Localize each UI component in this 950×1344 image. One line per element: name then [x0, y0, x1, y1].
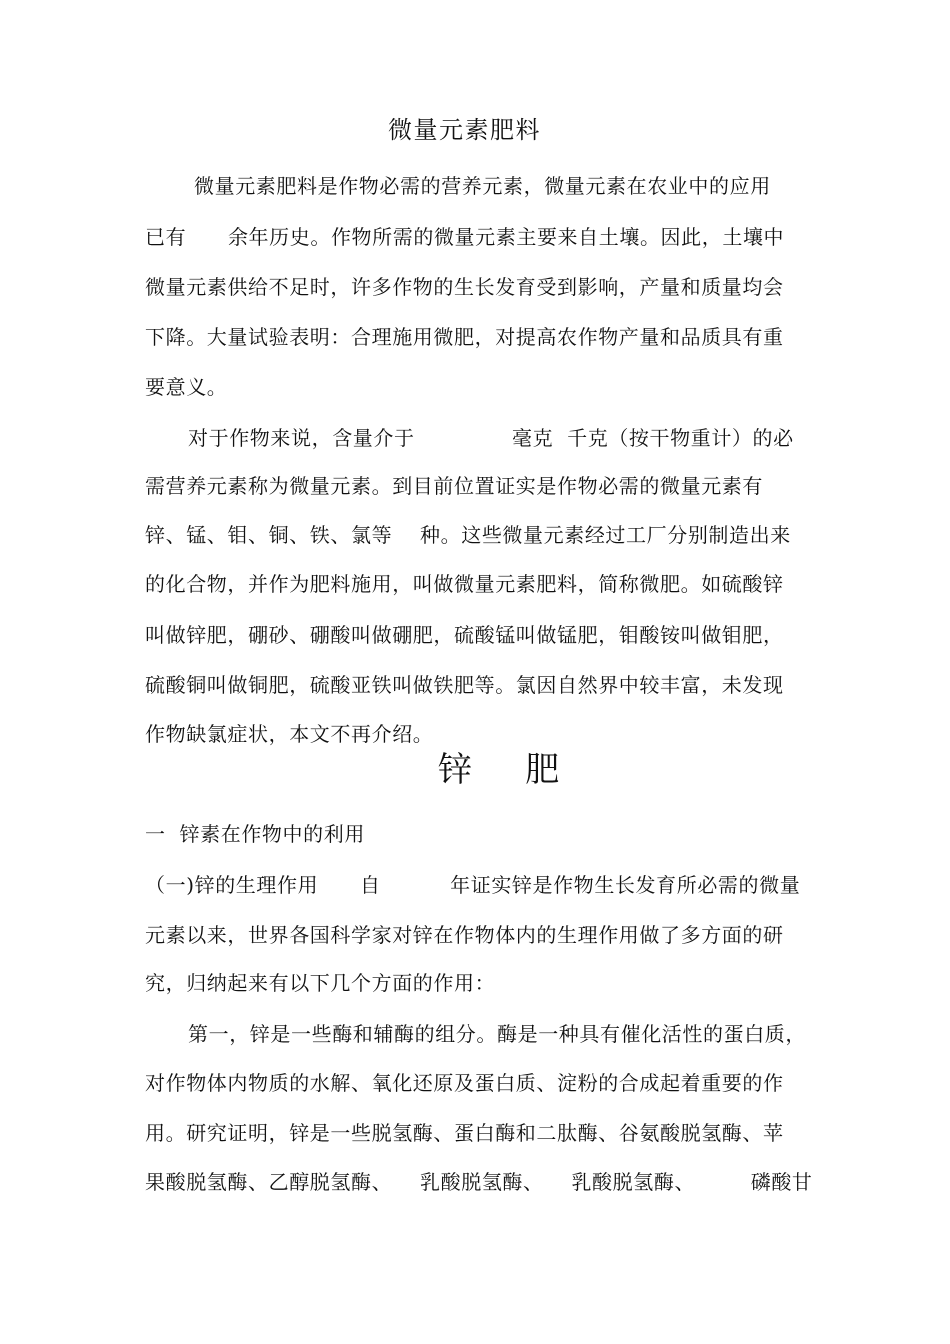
para2-line-5: 叫做锌肥，硼砂、硼酸叫做硼肥，硫酸锰叫做锰肥，钼酸铵叫做钼肥，	[145, 623, 784, 647]
intro-line-5: 要意义。	[145, 375, 228, 399]
para2-line-1: 对于作物来说，含量介于 毫克 千克（按干物重计）的必	[188, 426, 794, 450]
intro-line-2: 已有 余年历史。作物所需的微量元素主要来自土壤。因此，土壤中	[145, 225, 785, 249]
para2-line-7: 作物缺氯症状，本文不再介绍。	[145, 722, 434, 746]
document-title: 微量元素肥料	[388, 116, 541, 144]
para3-line-1: （一)锌的生理作用 自 年证实锌是作物生长发育所必需的微量	[145, 873, 801, 897]
para4-line-3: 用。研究证明，锌是一些脱氢酶、蛋白酶和二肽酶、谷氨酸脱氢酶、苹	[145, 1121, 784, 1145]
section-heading: 锌 肥	[438, 750, 562, 790]
intro-line-1: 微量元素肥料是作物必需的营养元素，微量元素在农业中的应用	[194, 174, 771, 198]
para2-line-3: 锌、锰、钼、铜、铁、氯等 种。这些微量元素经过工厂分别制造出来	[145, 523, 791, 547]
para4-line-2: 对作物体内物质的水解、氧化还原及蛋白质、淀粉的合成起着重要的作	[145, 1071, 784, 1095]
para3-line-3: 究，归纳起来有以下几个方面的作用：	[145, 971, 496, 995]
para4-line-4: 果酸脱氢酶、乙醇脱氢酶、 乳酸脱氢酶、 乳酸脱氢酶、 磷酸甘	[145, 1170, 813, 1194]
para2-line-6: 硫酸铜叫做铜肥，硫酸亚铁叫做铁肥等。氯因自然界中较丰富，未发现	[145, 673, 784, 697]
intro-line-3: 微量元素供给不足时，许多作物的生长发育受到影响，产量和质量均会	[145, 275, 784, 299]
subheading: 一 锌素在作物中的利用	[145, 822, 365, 846]
para4-line-1: 第一，锌是一些酶和辅酶的组分。酶是一种具有催化活性的蛋白质，	[188, 1022, 806, 1046]
para3-line-2: 元素以来，世界各国科学家对锌在作物体内的生理作用做了多方面的研	[145, 923, 784, 947]
intro-line-4: 下降。大量试验表明：合理施用微肥，对提高农作物产量和品质具有重	[145, 325, 784, 349]
para2-line-4: 的化合物，并作为肥料施用，叫做微量元素肥料，简称微肥。如硫酸锌	[145, 572, 784, 596]
para2-line-2: 需营养元素称为微量元素。到目前位置证实是作物必需的微量元素有	[145, 474, 763, 498]
